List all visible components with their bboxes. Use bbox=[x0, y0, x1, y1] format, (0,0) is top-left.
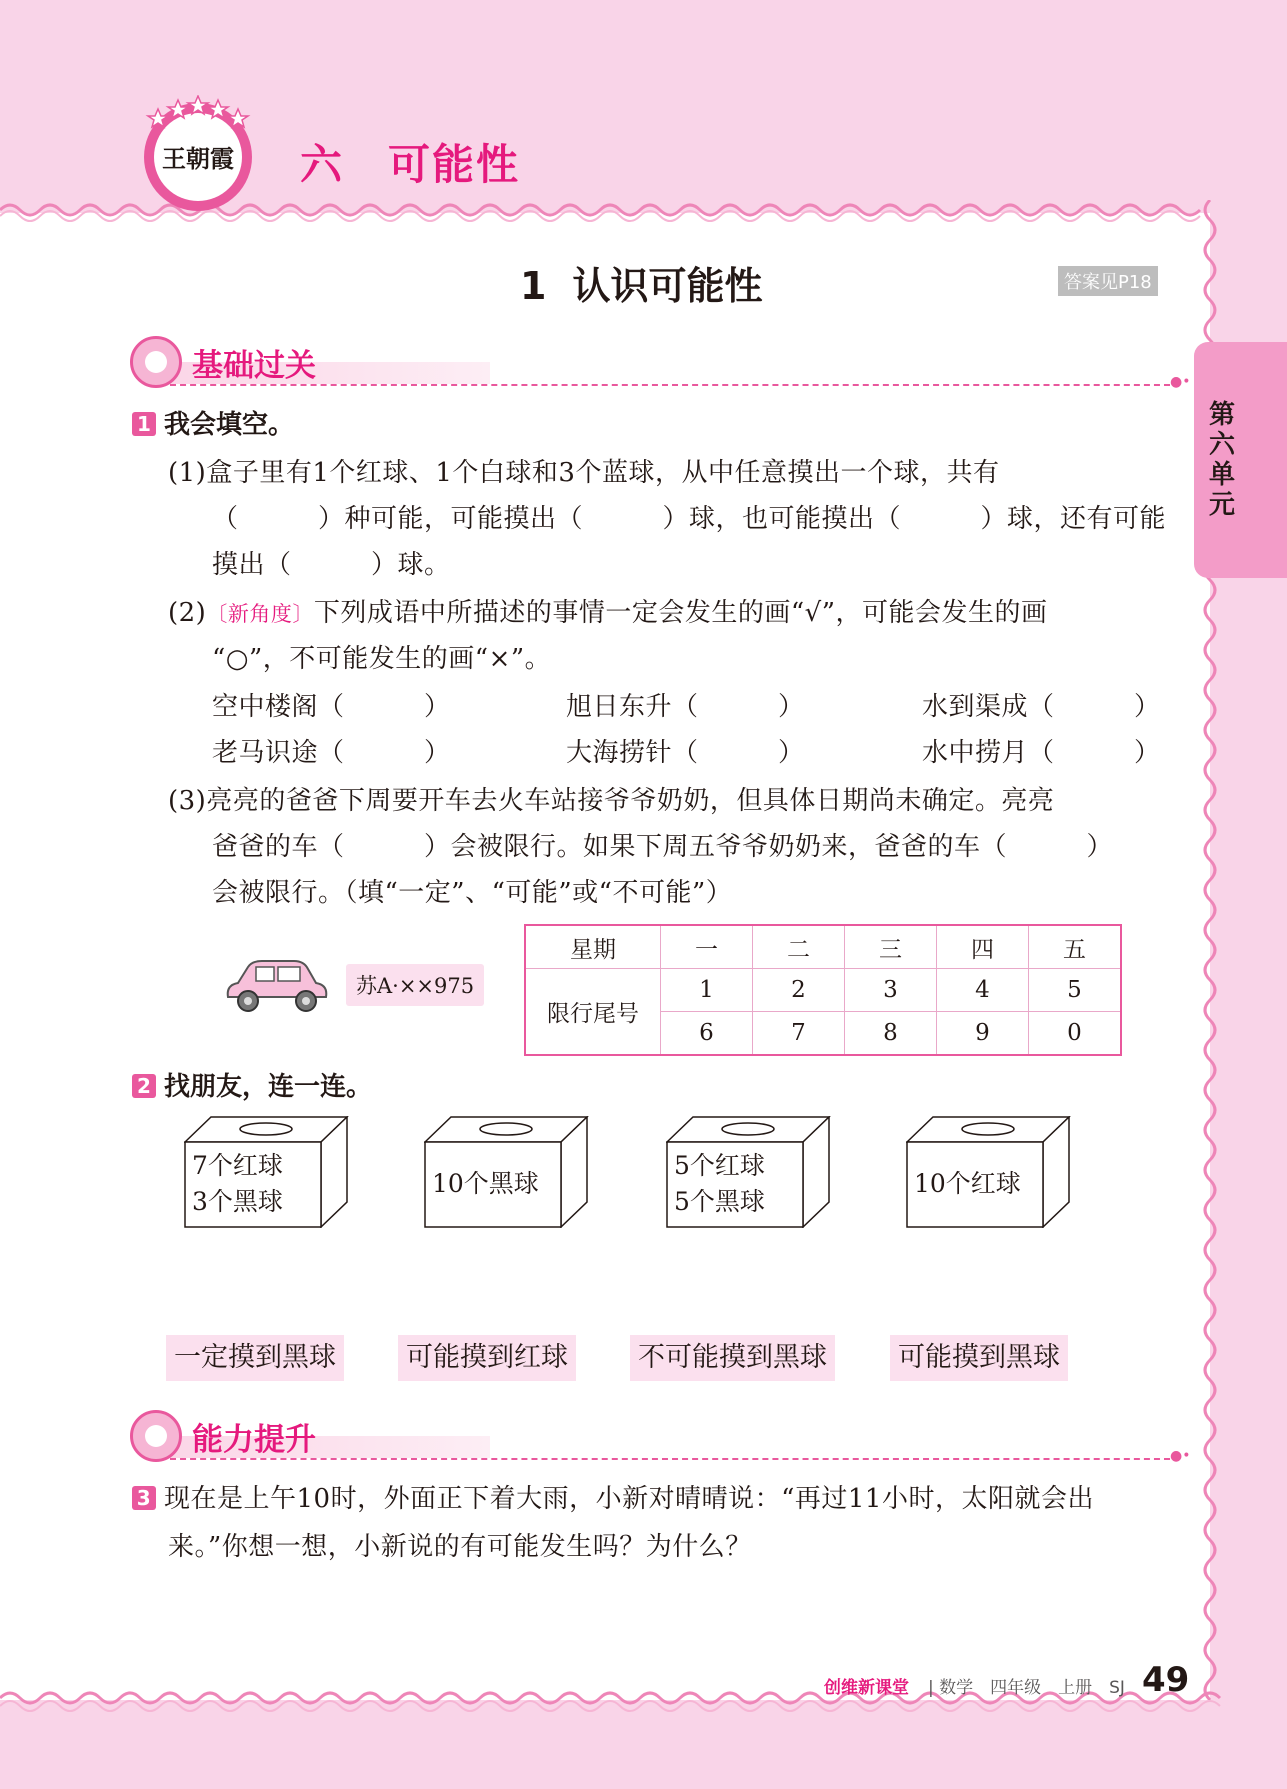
box-label: 5个黑球 bbox=[674, 1187, 765, 1216]
idiom-item: 空中楼阁（ ） bbox=[212, 692, 451, 722]
table-header-cell: 星期 bbox=[525, 925, 661, 969]
license-plate: 苏A·××975 bbox=[346, 964, 484, 1006]
dots-icon: ●• bbox=[1170, 1448, 1191, 1464]
idiom-item: 水到渠成（ ） bbox=[922, 692, 1161, 722]
answer-reference: 答案见P18 bbox=[1058, 266, 1158, 296]
table-header-cell: 二 bbox=[753, 925, 845, 969]
footer-book-info: | 数学 四年级 上册 SJ bbox=[928, 1678, 1125, 1698]
match-choice[interactable]: 一定摸到黑球 bbox=[166, 1335, 344, 1381]
q1-part2-line2: “○”，不可能发生的画“×”。 bbox=[212, 644, 552, 674]
table-header-cell: 一 bbox=[661, 925, 753, 969]
q1-part3-line1: (3)亮亮的爸爸下周要开车去火车站接爷爷奶奶，但具体日期尚未确定。亮亮 bbox=[168, 786, 1055, 816]
table-row-label: 限行尾号 bbox=[525, 969, 661, 1056]
q1-part3-line3: 会被限行。（填“一定”、“可能”或“不可能”） bbox=[212, 878, 733, 908]
section-basic-header bbox=[130, 336, 1191, 392]
section-advanced-header bbox=[130, 1410, 1191, 1466]
table-row bbox=[525, 925, 1121, 969]
match-choice[interactable]: 不可能摸到黑球 bbox=[630, 1335, 835, 1381]
question-number: 2 bbox=[132, 1074, 156, 1098]
mascot-icon bbox=[130, 1410, 182, 1462]
table-header-cell: 三 bbox=[845, 925, 937, 969]
question-number: 3 bbox=[132, 1486, 156, 1510]
section-basic-label: 基础过关 bbox=[192, 348, 316, 384]
idiom-item: 大海捞针（ ） bbox=[566, 738, 805, 768]
ball-box-1 bbox=[184, 1116, 354, 1228]
q1-part2-line1: (2)〔新角度〕下列成语中所描述的事情一定会发生的画“√”，可能会发生的画 bbox=[168, 598, 1048, 628]
mascot-icon bbox=[130, 336, 182, 388]
footer-brand: 创维新课堂 bbox=[824, 1678, 909, 1698]
lesson-title-text: 认识可能性 bbox=[572, 264, 763, 308]
table-cell: 2 bbox=[753, 969, 845, 1012]
table-row bbox=[525, 969, 1121, 1012]
table-header-cell: 四 bbox=[937, 925, 1029, 969]
traffic-restriction-table bbox=[524, 924, 1122, 1056]
question-1-heading: 1 我会填空。 bbox=[132, 404, 294, 441]
table-cell: 4 bbox=[937, 969, 1029, 1012]
q1-part3-line2: 爸爸的车（ ）会被限行。如果下周五爷爷奶奶来，爸爸的车（ ） bbox=[212, 832, 1114, 862]
box-label: 10个红球 bbox=[914, 1169, 1021, 1198]
idiom-item: 老马识途（ ） bbox=[212, 738, 451, 768]
unit-title bbox=[300, 132, 520, 192]
unit-side-tab-label: 第六单元 bbox=[1208, 400, 1235, 520]
lesson-number: 1 bbox=[520, 264, 547, 308]
match-choice[interactable]: 可能摸到红球 bbox=[398, 1335, 576, 1381]
box-label: 5个红球 bbox=[674, 1151, 765, 1180]
ball-box-2 bbox=[424, 1116, 594, 1228]
table-header-cell: 五 bbox=[1029, 925, 1122, 969]
box-label: 7个红球 bbox=[192, 1151, 283, 1180]
unit-title-text: 可能性 bbox=[388, 140, 521, 189]
idiom-item: 旭日东升（ ） bbox=[566, 692, 805, 722]
idiom-item: 水中捞月（ ） bbox=[922, 738, 1161, 768]
question-2-heading: 2 找朋友，连一连。 bbox=[132, 1066, 372, 1103]
table-cell: 1 bbox=[661, 969, 753, 1012]
match-choice[interactable]: 可能摸到黑球 bbox=[890, 1335, 1068, 1381]
table-cell: 0 bbox=[1029, 1012, 1122, 1056]
table-cell: 8 bbox=[845, 1012, 937, 1056]
q1-part1-line1: (1)盒子里有1个红球、1个白球和3个蓝球，从中任意摸出一个球，共有 bbox=[168, 458, 1000, 488]
lesson-title bbox=[520, 255, 762, 310]
table-cell: 9 bbox=[937, 1012, 1029, 1056]
ball-box-3 bbox=[666, 1116, 836, 1228]
table-cell: 3 bbox=[845, 969, 937, 1012]
new-angle-tag: 〔新角度〕 bbox=[206, 602, 314, 626]
q1-part1-line3: 摸出（ ）球。 bbox=[212, 550, 451, 580]
page-number: 49 bbox=[1142, 1660, 1190, 1700]
section-advanced-label: 能力提升 bbox=[192, 1422, 316, 1458]
question-number: 1 bbox=[132, 412, 156, 436]
box-label: 10个黑球 bbox=[432, 1169, 539, 1198]
table-cell: 6 bbox=[661, 1012, 753, 1056]
table-cell: 7 bbox=[753, 1012, 845, 1056]
brand-logo bbox=[138, 95, 258, 215]
svg-text:王朝霞: 王朝霞 bbox=[162, 144, 234, 173]
dots-icon: ●• bbox=[1170, 374, 1191, 390]
table-cell: 5 bbox=[1029, 969, 1122, 1012]
q1-part1-line2: （ ）种可能，可能摸出（ ）球，也可能摸出（ ）球，还有可能 bbox=[212, 504, 1167, 534]
ball-box-4 bbox=[906, 1116, 1076, 1228]
box-label: 3个黑球 bbox=[192, 1187, 283, 1216]
question-3-line2: 来。”你想一想，小新说的有可能发生吗？为什么？ bbox=[168, 1532, 752, 1562]
unit-number: 六 bbox=[300, 140, 345, 189]
car-icon bbox=[222, 955, 332, 1017]
question-3-line1: 3 现在是上午10时，外面正下着大雨，小新对晴晴说：“再过11小时，太阳就会出 bbox=[132, 1478, 1094, 1515]
